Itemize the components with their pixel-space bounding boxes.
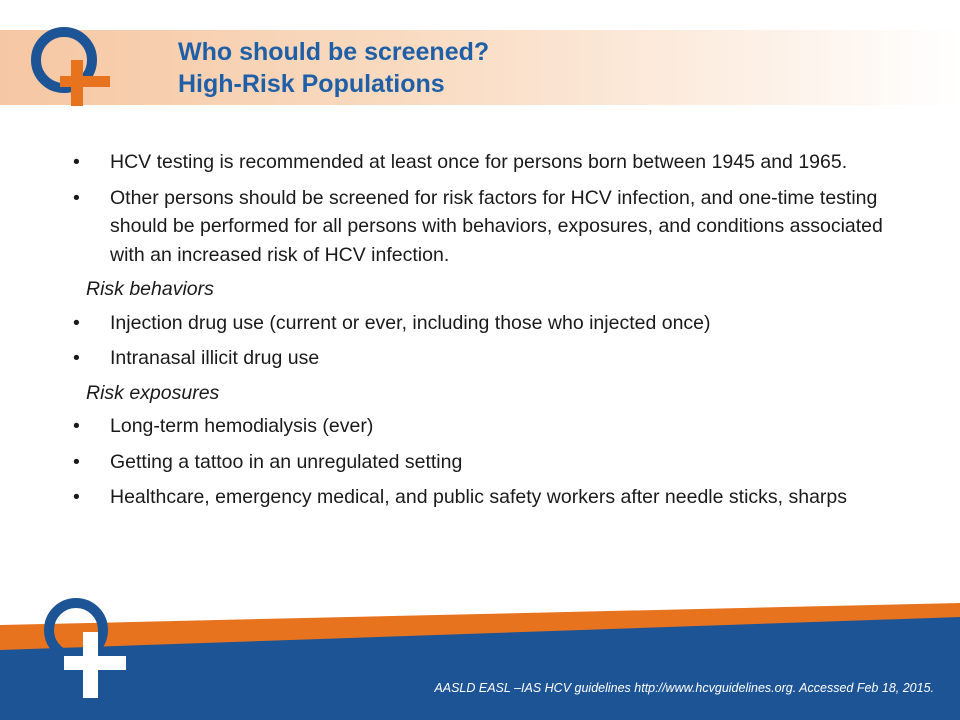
bullet-dot: • xyxy=(73,311,80,334)
title-line-1: Who should be screened? xyxy=(178,38,490,66)
bullet-text: Healthcare, emergency medical, and public safety workers after needle sticks, sharps xyxy=(110,486,848,508)
citation-text: AASLD EASL –IAS HCV guidelines http://www.hcvguidelines.org. Accessed Feb 18, 2015. xyxy=(434,681,934,695)
bullet-text: Other persons should be screened for risk factors for HCV infection, and one-time testing should be performed for all persons with behaviors, exposures, and conditions associated with an increased risk of HCV infection. xyxy=(110,186,883,266)
bullet-item xyxy=(70,412,920,441)
section-label-risk-behaviors: Risk behaviors xyxy=(86,278,214,300)
footer-logo-icon xyxy=(34,596,142,704)
bullet-dot: • xyxy=(73,186,80,209)
bullet-item xyxy=(70,344,920,373)
bullet-item xyxy=(70,148,920,177)
bullet-dot: • xyxy=(73,415,80,437)
section-label-risk-exposures: Risk exposures xyxy=(86,381,220,404)
bullet-item xyxy=(70,483,920,512)
title-line-2: High-Risk Populations xyxy=(178,70,445,98)
bullet-text: Long-term hemodialysis (ever) xyxy=(110,415,374,437)
slide-content xyxy=(70,148,920,519)
bullet-dot: • xyxy=(73,347,80,369)
bullet-text: Getting a tattoo in an unregulated setting xyxy=(110,450,463,473)
header-logo-icon xyxy=(26,22,118,114)
footer-band xyxy=(0,595,960,720)
bullet-dot: • xyxy=(73,486,80,508)
bullet-item xyxy=(70,309,920,338)
bullet-item xyxy=(70,184,920,270)
bullet-text: HCV testing is recommended at least once for persons born between 1945 and 1965. xyxy=(110,151,848,173)
bullet-text: Intranasal illicit drug use xyxy=(110,347,320,369)
bullet-item xyxy=(70,448,920,477)
page-title xyxy=(178,36,489,100)
bullet-dot: • xyxy=(73,151,80,173)
bullet-dot: • xyxy=(73,450,80,473)
bullet-text: Injection drug use (current or ever, including those who injected once) xyxy=(110,311,711,334)
